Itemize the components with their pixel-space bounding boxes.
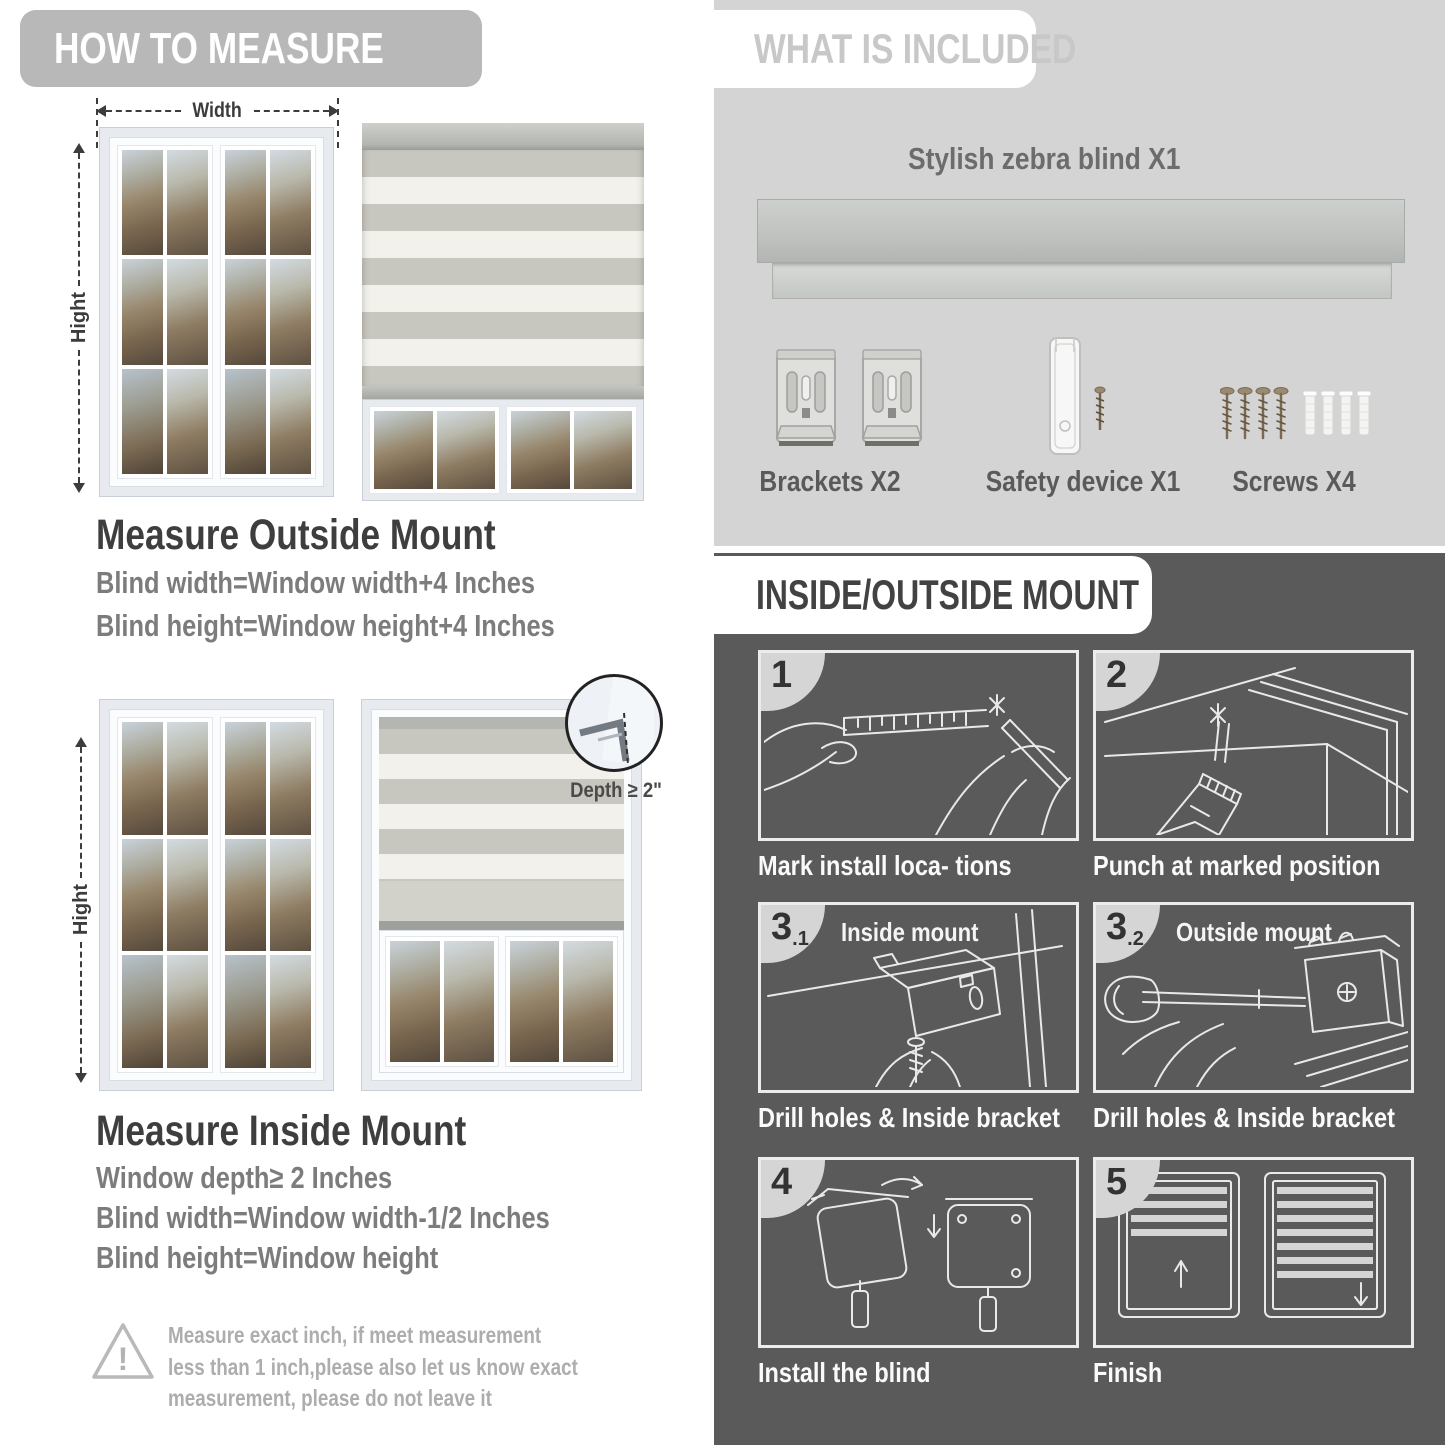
outside-height-dimension: [67, 143, 90, 493]
step-badge: 4: [761, 1160, 825, 1218]
window-pane: [390, 941, 440, 1062]
step-4-caption: Install the blind: [758, 1357, 931, 1388]
window-pane: [122, 259, 163, 364]
brackets-icon: [775, 348, 925, 465]
step-3-1: [758, 902, 1073, 1134]
depth-callout-label: Depth ≥ 2": [570, 779, 662, 802]
window-pane: [167, 259, 208, 364]
what-is-included-label: WHAT IS INCLUDED: [754, 25, 1077, 72]
window-pane: [270, 259, 311, 364]
dashed-line: [254, 110, 329, 112]
window-pane: [563, 941, 613, 1062]
width-label: Width: [192, 99, 243, 122]
window-pane: [122, 150, 163, 255]
blind-bottom-rail: [379, 921, 624, 930]
safety-device-label: Safety device X1: [985, 466, 1181, 498]
what-is-included-header: [714, 10, 1077, 88]
window-pane: [510, 941, 560, 1062]
window-pane: [167, 722, 208, 835]
product-label: Stylish zebra blind X1: [907, 141, 1181, 176]
inside-outside-mount-label: INSIDE/OUTSIDE MOUNT: [756, 571, 1140, 618]
blind-zebra-shade: [362, 150, 644, 386]
warning-triangle-icon: [90, 1320, 156, 1384]
step-1: [758, 650, 1073, 882]
exclamation-glyph: !: [117, 1341, 129, 1377]
window-pane: [374, 411, 433, 489]
window-sash: [117, 145, 213, 479]
dashed-line: [106, 110, 181, 112]
step-4-illustration: [758, 1157, 1079, 1348]
brackets-label: Brackets X2: [759, 466, 901, 498]
step-5-illustration: [1093, 1157, 1414, 1348]
window-pane: [167, 369, 208, 474]
window-pane: [122, 955, 163, 1068]
outside-width-dimension: [96, 99, 339, 122]
step-3-2-title: Outside mount: [1176, 917, 1332, 947]
window-pane: [122, 722, 163, 835]
window-sash: [220, 717, 316, 1073]
screws-icon: [1220, 386, 1372, 451]
window-pane: [225, 839, 266, 952]
step-badge: 5: [1096, 1160, 1160, 1218]
window-illustration-inside: [99, 699, 334, 1091]
step-1-caption: Mark install loca- tions: [758, 850, 1012, 881]
window-sash: [220, 145, 316, 479]
window-pane: [167, 150, 208, 255]
blind-closed-band: [379, 881, 624, 921]
inside-mount-line2: Blind width=Window width-1/2 Inches: [96, 1200, 550, 1235]
step-badge: 1: [761, 653, 825, 711]
outside-mount-line1: Blind width=Window width+4 Inches: [96, 565, 535, 600]
inside-mount-line1: Window depth≥ 2 Inches: [96, 1160, 393, 1195]
window-illustration-outside: [99, 127, 334, 497]
step-2: [1093, 650, 1408, 882]
window-pane: [225, 722, 266, 835]
window-pane: [437, 411, 496, 489]
inside-outside-mount-header: [714, 556, 1152, 634]
step-3-1-title: Inside mount: [841, 917, 979, 947]
window-sash: [505, 936, 619, 1067]
step-1-illustration: [758, 650, 1079, 841]
height-label: Hight: [69, 884, 92, 936]
window-pane: [122, 839, 163, 952]
step-5: [1093, 1157, 1408, 1389]
window-pane: [270, 150, 311, 255]
step-5-caption: Finish: [1093, 1357, 1163, 1388]
window-pane: [122, 369, 163, 474]
dashed-line: [80, 942, 82, 1073]
depth-magnifier-icon: [565, 674, 663, 772]
step-2-caption: Punch at marked position: [1093, 850, 1381, 881]
arrow-up-icon: [75, 737, 87, 747]
blind-headrail: [362, 123, 644, 150]
step-2-illustration: [1093, 650, 1414, 841]
step-3-2: [1093, 902, 1408, 1134]
dashed-line: [80, 747, 82, 878]
outside-mount-title: Measure Outside Mount: [96, 511, 496, 559]
step-3-2-illustration: [1093, 902, 1414, 1093]
inside-mount-line3: Blind height=Window height: [96, 1240, 439, 1275]
window-sash: [369, 406, 500, 494]
zebra-blind-headrail-image: [757, 199, 1405, 263]
window-pane: [225, 150, 266, 255]
zebra-blind-bottom-rail-image: [772, 263, 1392, 299]
window-lower-part: [362, 399, 644, 501]
step-badge: 3.2: [1096, 905, 1160, 963]
outside-mount-line2: Blind height=Window height+4 Inches: [96, 608, 555, 643]
inside-height-dimension: [69, 737, 92, 1083]
measurement-note: Measure exact inch, if meet measurement less than 1 inch,please also let us know exact measurement, please do not leave it: [168, 1322, 578, 1412]
window-pane: [270, 955, 311, 1068]
height-label: Hight: [67, 292, 90, 344]
inside-mounted-blind: [379, 717, 624, 1073]
inside-mount-title: Measure Inside Mount: [96, 1107, 467, 1155]
how-to-measure-header-label: HOW TO MEASURE: [54, 24, 384, 73]
arrow-down-icon: [75, 1073, 87, 1083]
window-pane: [270, 839, 311, 952]
window-pane: [225, 259, 266, 364]
dashed-line: [78, 350, 80, 483]
window-pane: [225, 955, 266, 1068]
window-pane: [225, 369, 266, 474]
window-frame: [109, 709, 324, 1081]
window-sash: [506, 406, 637, 494]
window-sash: [117, 717, 213, 1073]
window-pane: [511, 411, 570, 489]
step-3-1-illustration: [758, 902, 1079, 1093]
window-pane: [167, 955, 208, 1068]
dimension-tick: [96, 98, 98, 148]
window-lower-part: [379, 930, 624, 1073]
window-pane: [444, 941, 494, 1062]
step-3-1-caption: Drill holes & Inside bracket: [758, 1102, 1060, 1133]
window-pane: [270, 369, 311, 474]
step-badge: 3.1: [761, 905, 825, 963]
window-pane: [270, 722, 311, 835]
window-pane: [574, 411, 633, 489]
dashed-line: [78, 153, 80, 286]
step-4: [758, 1157, 1073, 1389]
safety-device-icon: [1046, 334, 1116, 467]
blind-illustration-outside: [362, 123, 644, 501]
blind-bottom-rail: [362, 386, 644, 399]
window-frame: [109, 137, 324, 487]
arrow-up-icon: [73, 143, 85, 153]
window-pane: [167, 839, 208, 952]
step-badge: 2: [1096, 653, 1160, 711]
window-sash: [385, 936, 499, 1067]
arrow-down-icon: [73, 483, 85, 493]
screws-label: Screws X4: [1232, 466, 1356, 498]
dimension-tick: [337, 98, 339, 148]
step-3-2-caption: Drill holes & Inside bracket: [1093, 1102, 1395, 1133]
how-to-measure-header: [20, 10, 482, 87]
